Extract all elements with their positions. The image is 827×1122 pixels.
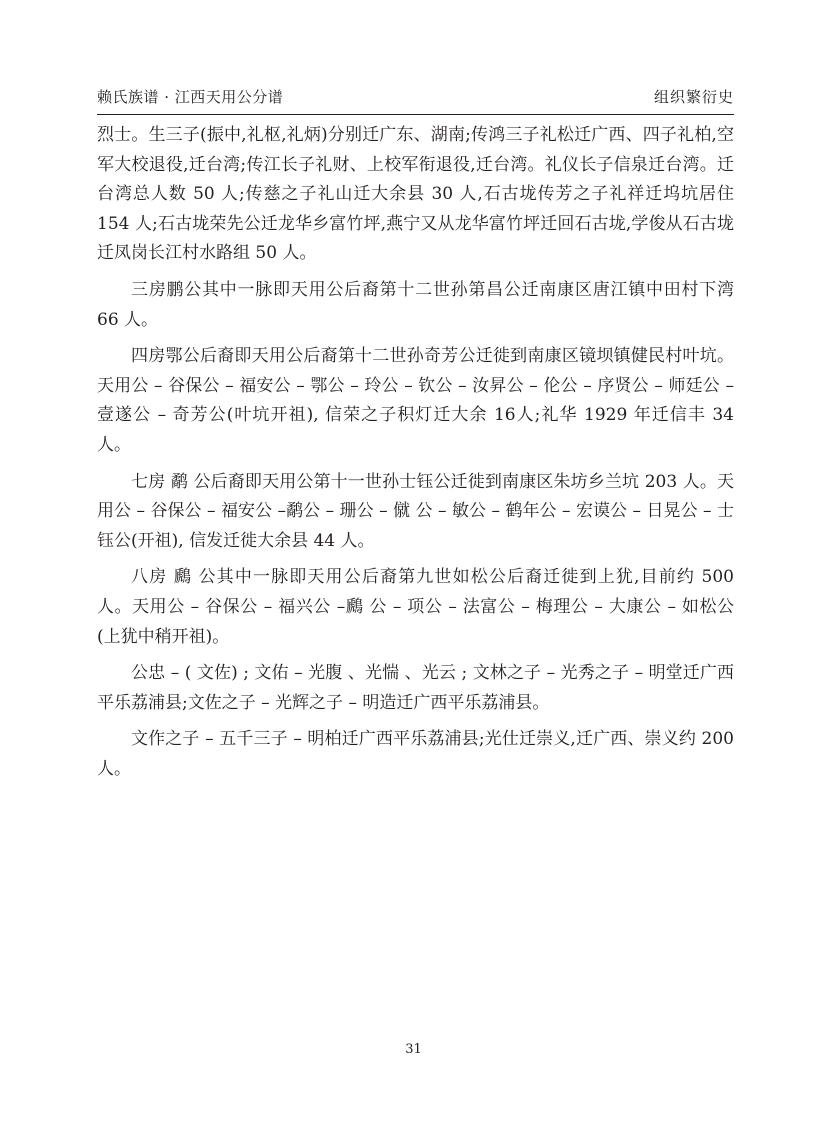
paragraph-1: 烈士。生三子(振中,礼枢,礼炳)分别迁广东、湖南;传鸿三子礼松迁广西、四子礼柏,空军大校退役,迁台湾;传江长子礼财、上校军衔退役,迁台湾。礼仪长子信泉迁台湾。迁台湾总人数 50 人;传慈之子礼山迁大余县 30 人,石古垅传芳之子礼祥迁坞坑居住 154 人;石古垅荣先公迁龙华乡富竹坪,燕宁又从龙华富竹坪迁回石古垅,学俊从石古垅迁凤岗长江村水路组 50 人。: [97, 125, 734, 264]
body-text: [97, 121, 734, 791]
header-chapter-title: 组织繁衍史: [653, 88, 734, 106]
paragraph-5: 八房 鷉 公其中一脉即天用公后裔第九世如松公后裔迁徙到上犹,目前约 500 人。天用公 – 谷保公 – 福兴公 –鷉 公 – 项公 – 法富公 – 梅理公 – 大康公 – 如松公(上犹中稍开祖)。: [97, 567, 734, 647]
paragraph-2: 三房鹏公其中一脉即天用公后裔第十二世孙第昌公迁南康区唐江镇中田村下湾 66 人。: [97, 279, 734, 330]
header-rule: [97, 114, 734, 115]
paragraph-4: 七房 鹬 公后裔即天用公第十一世孙士钰公迁徙到南康区朱坊乡兰坑 203 人。天用公 – 谷保公 – 福安公 –鹬公 – 珊公 – 僦 公 – 敏公 – 鹤年公 – 宏谟公 – 日晃公 – 士钰公(开祖), 信发迁徙大余县 44 人。: [97, 471, 734, 551]
header-book-title: 赖氏族谱 · 江西天用公分谱: [97, 88, 284, 106]
paragraph-6: 公忠 – ( 文佐) ; 文佑 – 光腹 、光惴 、光云 ; 文林之子 – 光秀之子 – 明堂迁广西平乐荔浦县;文佐之子 – 光辉之子 – 明造迁广西平乐荔浦县。: [97, 663, 734, 713]
paragraph-7: 文作之子 – 五千三子 – 明柏迁广西平乐荔浦县;光仕迁崇义,迁广西、崇义约 200 人。: [97, 729, 734, 779]
paragraph-3: 四房鄂公后裔即天用公后裔第十二世孙奇芳公迁徙到南康区镜坝镇健民村叶坑。天用公 – 谷保公 – 福安公 – 鄂公 – 玲公 – 钦公 – 汝昇公 – 伦公 – 序贤公 – 师廷公 – 壹遂公 – 奇芳公(叶坑开祖), 信荣之子积灯迁大余 16人;礼华 1929 年迁信丰 34 人。: [97, 346, 734, 455]
running-header: [97, 86, 734, 112]
page-number: 31: [405, 1042, 422, 1057]
